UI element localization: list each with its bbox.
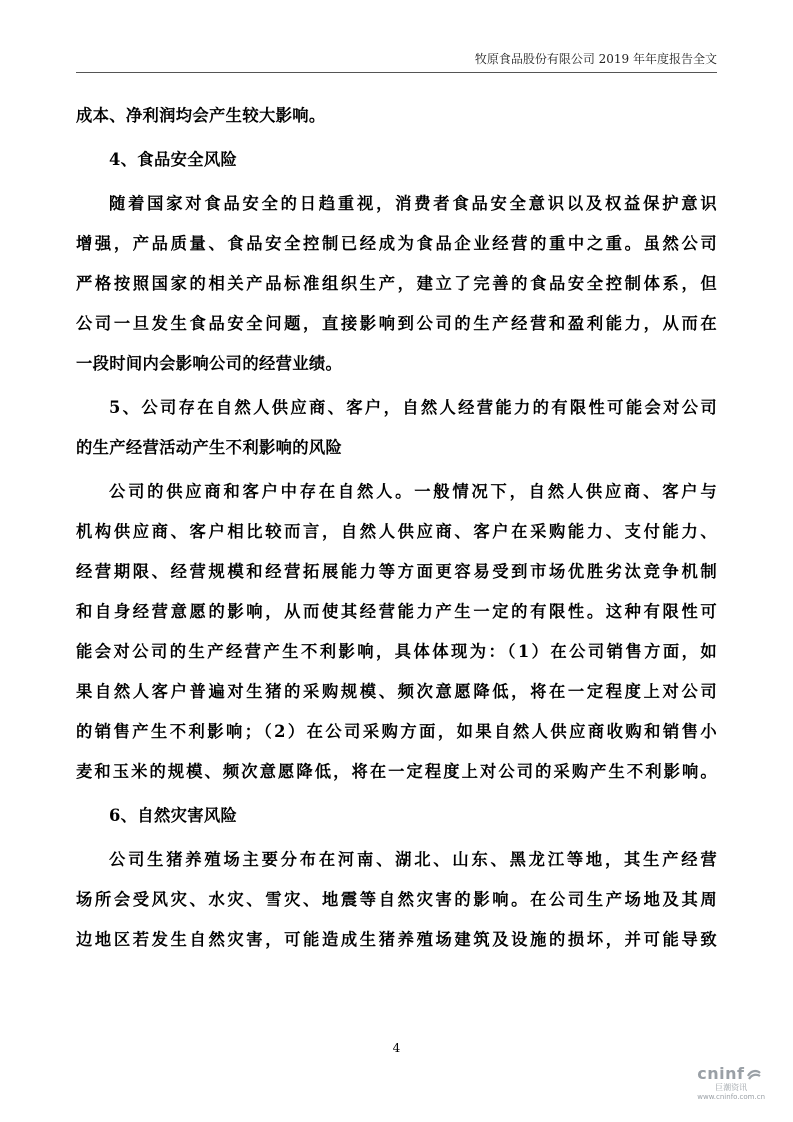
text-line: 严格按照国家的相关产品标准组织生产，建立了完善的食品安全控制体系，但 — [76, 274, 717, 293]
section-heading-natural-person: 5、公司存在自然人供应商、客户，自然人经营能力的有限性可能会对公司 — [109, 398, 717, 417]
text-line: 随着国家对食品安全的日趋重视，消费者食品安全意识以及权益保护意识 — [109, 194, 717, 213]
report-header-title: 牧原食品股份有限公司 2019 年年度报告全文 — [474, 52, 717, 66]
cninfo-swirl-icon — [746, 1067, 762, 1081]
section-heading-food-safety: 4、食品安全风险 — [109, 150, 238, 169]
page-number: 4 — [392, 1041, 401, 1055]
watermark-subtitle: 巨潮资讯 — [715, 1083, 748, 1092]
text-line: 和自身经营意愿的影响，从而使其经营能力产生一定的有限性。这种有限性可 — [76, 602, 717, 621]
text-line: 能会对公司的生产经营产生不利影响，具体体现为：（1）在公司销售方面，如 — [76, 642, 717, 661]
text-line: 公司一旦发生食品安全问题，直接影响到公司的生产经营和盈利能力，从而在 — [76, 314, 717, 333]
text-line: 公司的供应商和客户中存在自然人。一般情况下，自然人供应商、客户与 — [109, 482, 717, 501]
section-heading-natural-disaster: 6、自然灾害风险 — [109, 806, 238, 825]
text-line: 的销售产生不利影响；（2）在公司采购方面，如果自然人供应商收购和销售小 — [76, 722, 717, 741]
section-heading-natural-person-cont: 的生产经营活动产生不利影响的风险 — [76, 438, 343, 457]
text-line: 麦和玉米的规模、频次意愿降低，将在一定程度上对公司的采购产生不利影响。 — [76, 762, 717, 781]
text-line: 增强，产品质量、食品安全控制已经成为食品企业经营的重中之重。虽然公司 — [76, 234, 717, 253]
text-line: 经营期限、经营规模和经营拓展能力等方面更容易受到市场优胜劣汰竞争机制 — [76, 562, 717, 581]
text-line: 一段时间内会影响公司的经营业绩。 — [76, 354, 343, 373]
document-body — [76, 96, 717, 960]
text-line: 边地区若发生自然灾害，可能造成生猪养殖场建筑及设施的损坏，并可能导致 — [76, 930, 717, 949]
text-line: 公司生猪养殖场主要分布在河南、湖北、山东、黑龙江等地，其生产经营 — [109, 850, 717, 869]
cninfo-watermark-logo — [697, 1064, 765, 1102]
header-divider — [76, 72, 717, 73]
text-line: 机构供应商、客户相比较而言，自然人供应商、客户在采购能力、支付能力、 — [76, 522, 717, 541]
text-line: 成本、净利润均会产生较大影响。 — [76, 106, 326, 125]
watermark-brand: cninf — [697, 1064, 745, 1083]
watermark-url: www.cninfo.com.cn — [697, 1093, 765, 1101]
text-line: 场所会受风灾、水灾、雪灾、地震等自然灾害的影响。在公司生产场地及其周 — [76, 890, 717, 909]
text-line: 果自然人客户普遍对生猪的采购规模、频次意愿降低，将在一定程度上对公司 — [76, 682, 717, 701]
